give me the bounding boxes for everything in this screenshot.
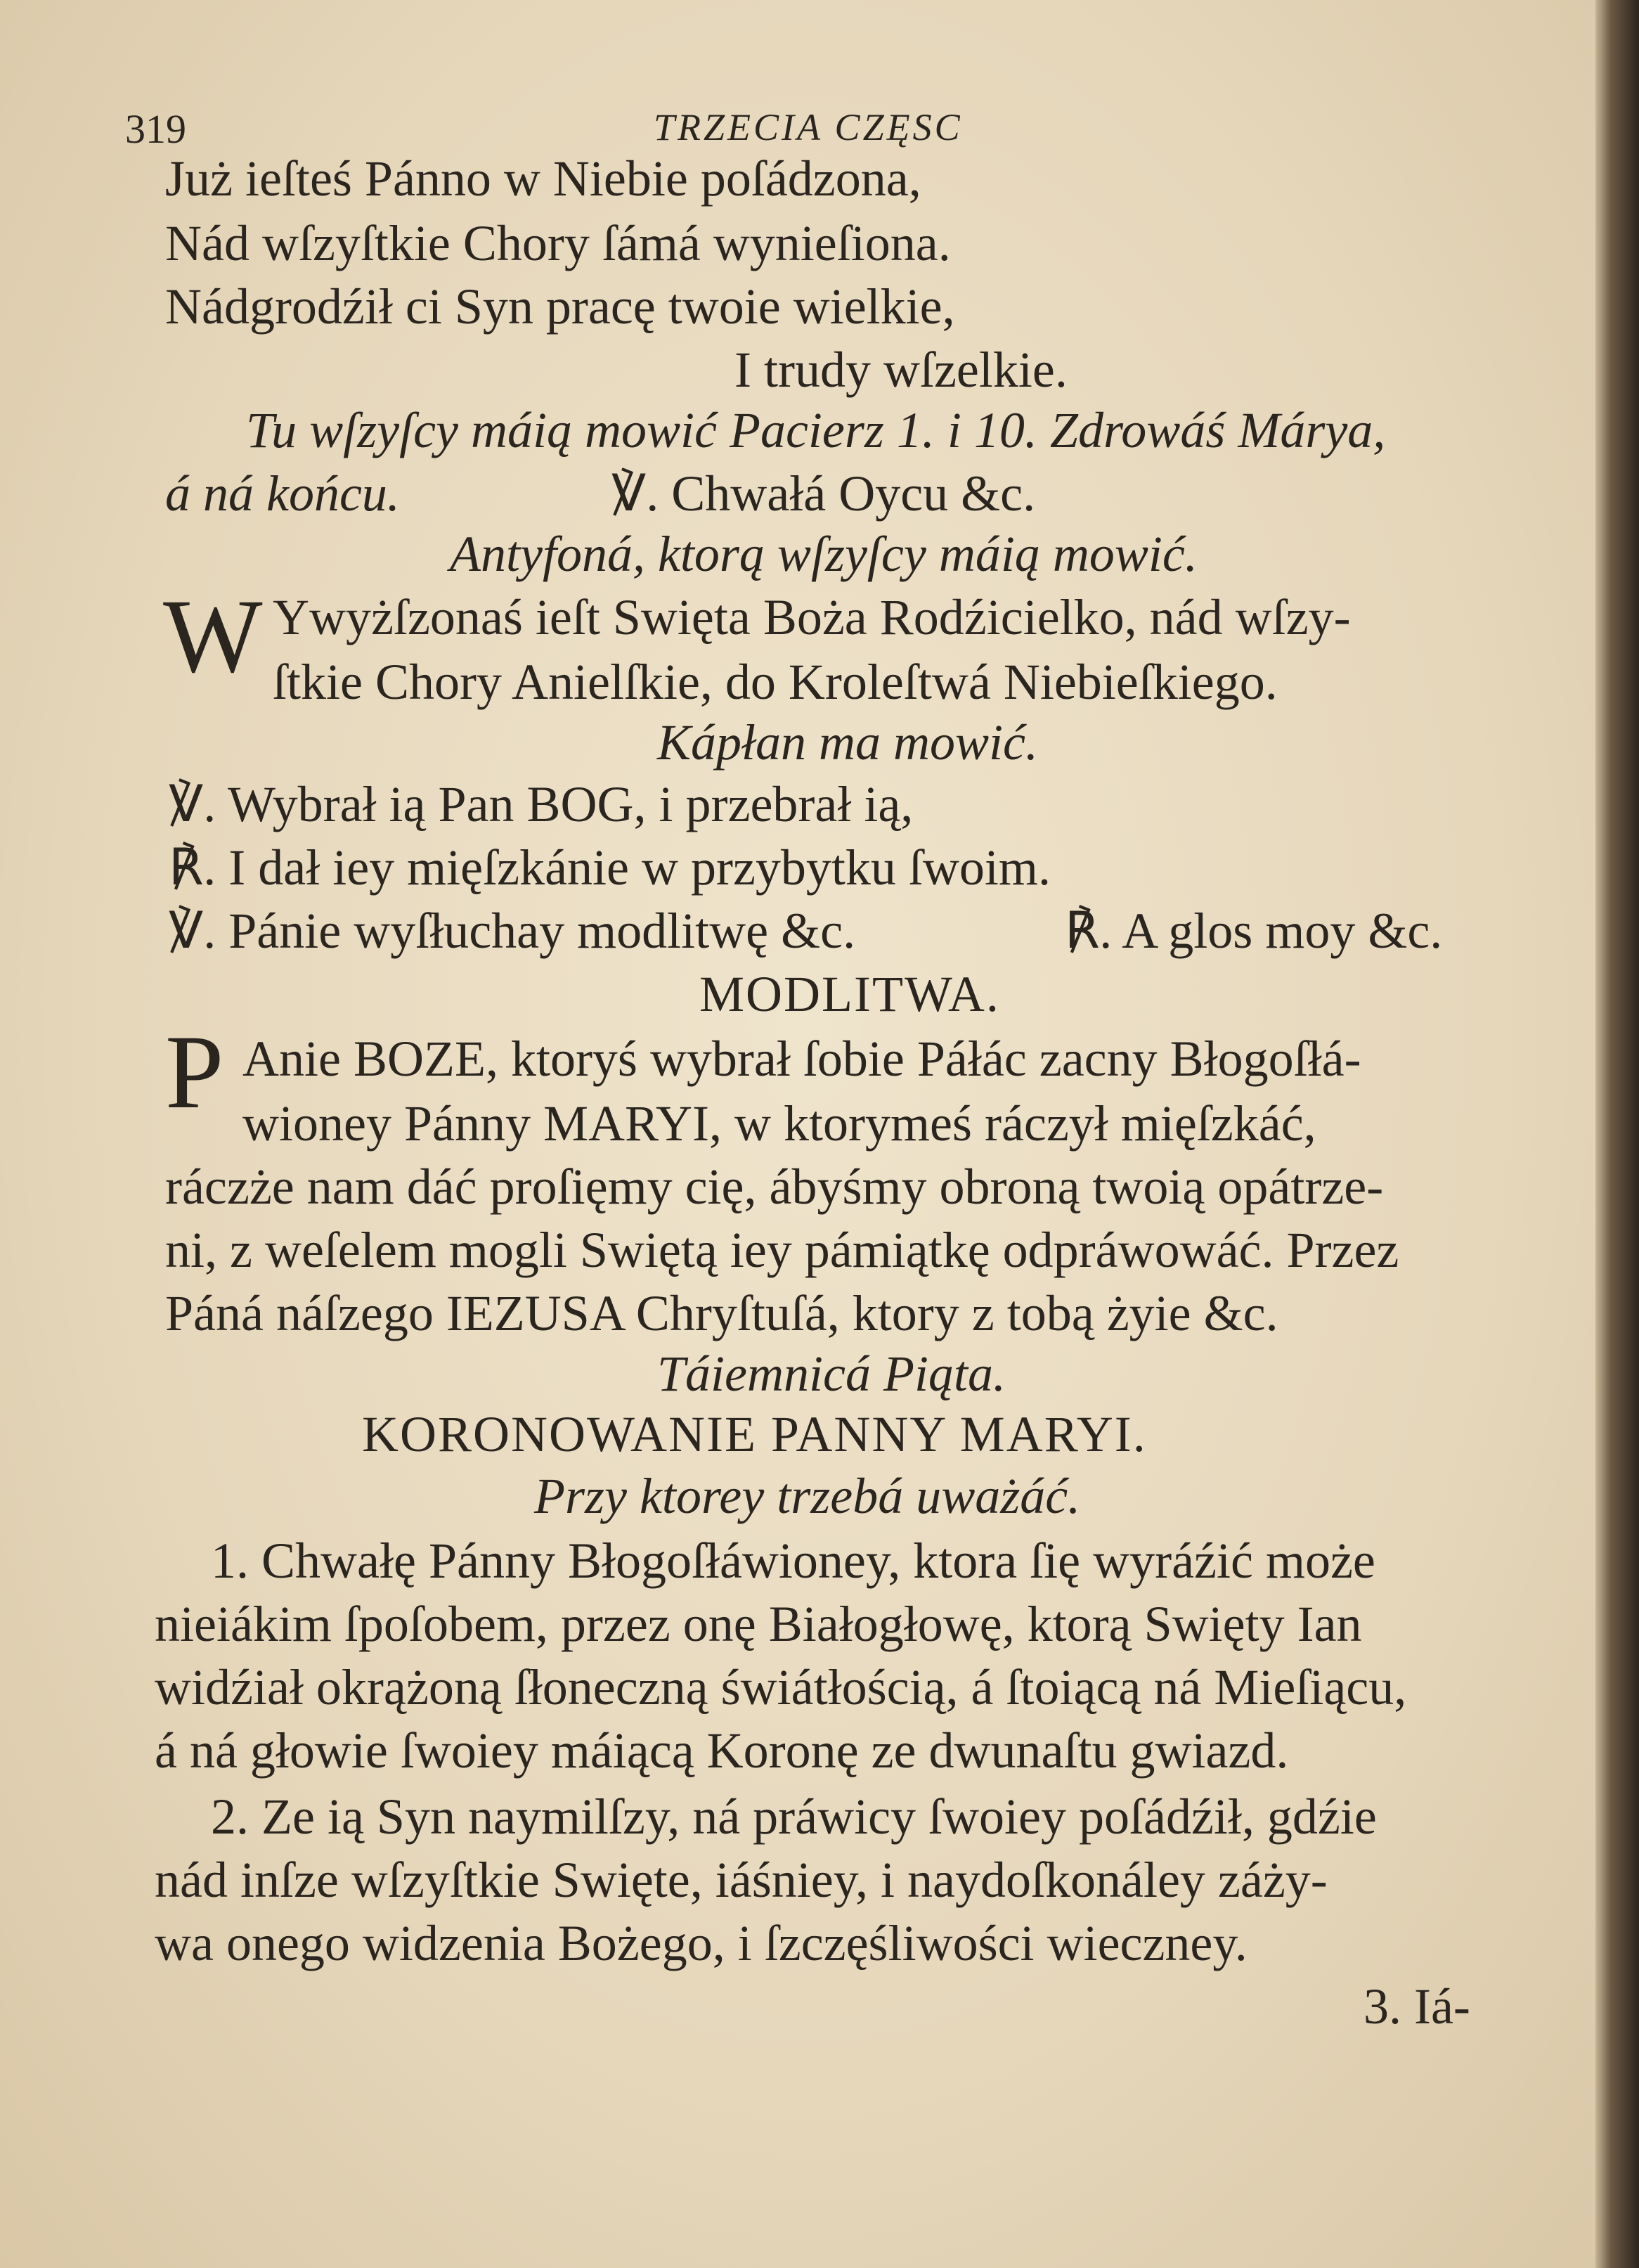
text-line: ſtkie Chory Anielſkie, do Kroleſtwá Niebieſkiego. bbox=[273, 654, 1278, 710]
section-title: KORONOWANIE PANNY MARYI. bbox=[362, 1406, 1147, 1462]
text-line: Już ieſteś Pánno w Niebie poſádzona, bbox=[165, 150, 921, 207]
text-line: nád inſze wſzyſtkie Swięte, iáśniey, i naydoſkonáley záży- bbox=[155, 1852, 1328, 1908]
rubric-line: Kápłan ma mowić. bbox=[657, 714, 1039, 771]
text-line: I trudy wſzelkie. bbox=[734, 342, 1068, 398]
running-title: TRZECIA CZĘSC bbox=[654, 106, 963, 148]
text-line: wa onego widzenia Bożego, i ſzczęśliwości wieczney. bbox=[155, 1915, 1248, 1971]
page-number: 319 bbox=[125, 106, 186, 152]
text-line: ni, z weſelem mogli Swiętą iey pámiątkę odpráwowáć. Przez bbox=[165, 1222, 1399, 1278]
response-line: ℟. I dał iey mięſzkánie w przybytku ſwoim. bbox=[169, 839, 1051, 896]
text-line: á ná głowie ſwoiey máiącą Koronę ze dwunaſtu gwiazd. bbox=[155, 1722, 1289, 1779]
text-line: Nád wſzyſtkie Chory ſámá wynieſiona. bbox=[165, 215, 951, 271]
mystery-heading: Táiemnicá Piąta. bbox=[657, 1346, 1006, 1402]
versicle-line: ℣. Pánie wyſłuchay modlitwę &c. bbox=[169, 903, 856, 959]
text-line: nieiákim ſpoſobem, przez onę Białogłowę, ktorą Swięty Ian bbox=[155, 1596, 1362, 1652]
prayer-heading: MODLITWA. bbox=[699, 966, 1000, 1022]
book-gutter bbox=[1595, 0, 1639, 2268]
text-line: 2. Ze ią Syn naymilſzy, ná práwicy ſwoiey poſádźił, gdźie bbox=[211, 1789, 1377, 1845]
drop-capital: P bbox=[165, 1014, 224, 1130]
antiphon-heading: Antyfoná, ktorą wſzyſcy máią mowić. bbox=[450, 526, 1198, 582]
rubric-line: á ná końcu. bbox=[165, 465, 400, 522]
rubric-line: Przy ktorey trzebá uważáć. bbox=[534, 1468, 1081, 1524]
response-line: ℟. A glos moy &c. bbox=[1065, 903, 1443, 959]
text-line: 1. Chwałę Pánny Błogoſłáwioney, ktora ſię wyráźić może bbox=[211, 1533, 1375, 1589]
rubric-line: Tu wſzyſcy máią mowić Pacierz 1. i 10. Zdrowáś Márya, bbox=[246, 402, 1386, 458]
text-line: widźiał okrążoną ſłoneczną świátłością, á ſtoiącą ná Mieſiącu, bbox=[155, 1659, 1407, 1715]
text-line: Ywyżſzonaś ieſt Swięta Boża Rodźicielko, nád wſzy- bbox=[273, 589, 1351, 645]
text-line: Nádgrodźił ci Syn pracę twoie wielkie, bbox=[165, 278, 955, 335]
versicle-line: ℣. Chwałá Oycu &c. bbox=[611, 465, 1036, 522]
text-line: wioney Pánny MARYI, w ktorymeś ráczył mięſzkáć, bbox=[242, 1095, 1316, 1152]
text-line: Anie BOZE, ktoryś wybrał ſobie Páłác zacny Błogoſłá- bbox=[242, 1031, 1361, 1087]
text-line: ráczże nam dáć proſięmy cię, ábyśmy obroną twoią opátrze- bbox=[165, 1159, 1384, 1215]
versicle-line: ℣. Wybrał ią Pan BOG, i przebrał ią, bbox=[169, 776, 914, 832]
drop-capital: W bbox=[163, 578, 263, 695]
text-line: Páná náſzego IEZUSA Chryſtuſá, ktory z tobą żyie &c. bbox=[165, 1285, 1278, 1341]
catchword: 3. Iá- bbox=[1363, 1978, 1470, 2035]
